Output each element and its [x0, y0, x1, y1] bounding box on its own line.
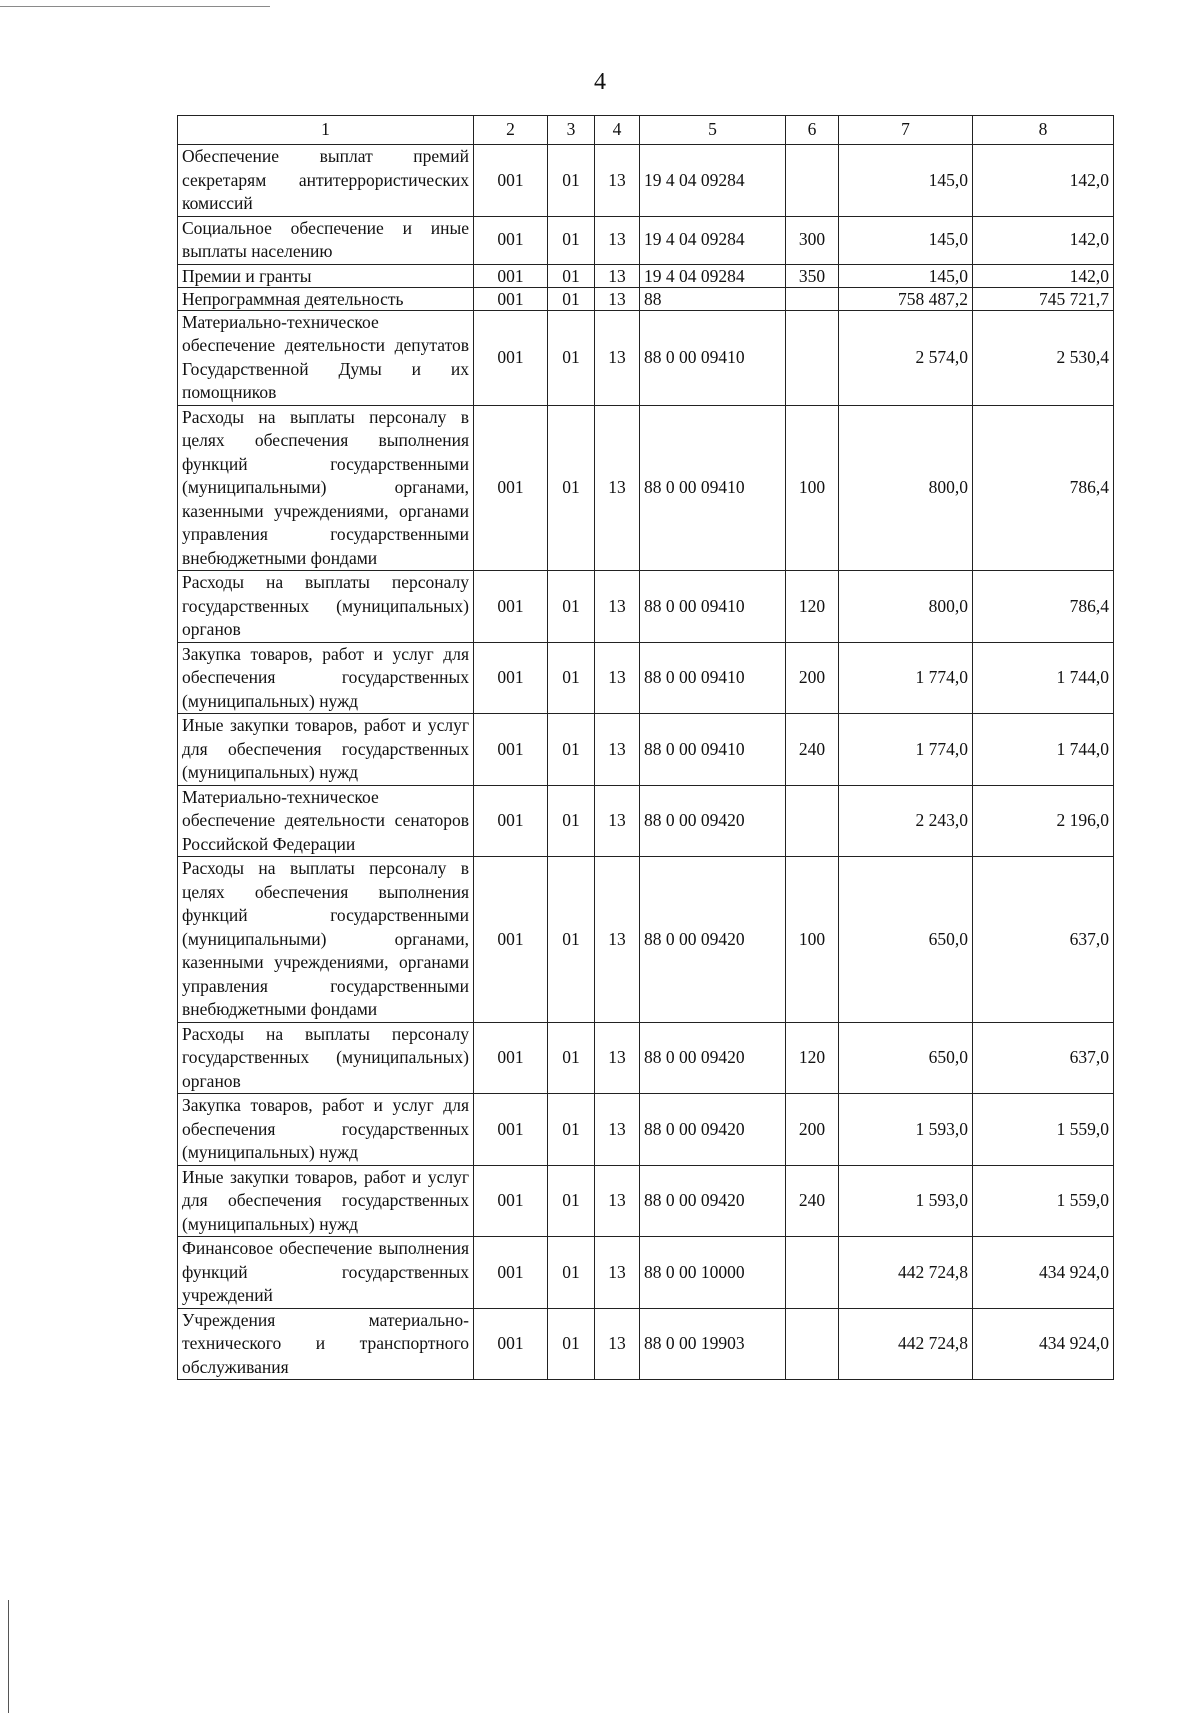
code-subsection: 13	[595, 216, 640, 264]
code-subsection: 13	[595, 310, 640, 405]
amount-col8: 1 559,0	[973, 1094, 1114, 1166]
code-expense-type	[786, 785, 839, 857]
code-ministry: 001	[474, 1022, 548, 1094]
code-ministry: 001	[474, 785, 548, 857]
table-row	[178, 714, 1114, 786]
amount-col7: 650,0	[839, 1022, 973, 1094]
code-expense-type: 100	[786, 405, 839, 571]
code-subsection: 13	[595, 1237, 640, 1309]
code-ministry: 001	[474, 642, 548, 714]
item-name: Расходы на выплаты персоналу государственных (муниципальных) органов	[178, 1022, 474, 1094]
page-number: 4	[594, 69, 606, 95]
code-section: 01	[548, 216, 595, 264]
code-section: 01	[548, 145, 595, 217]
code-ministry: 001	[474, 216, 548, 264]
code-ministry: 001	[474, 1165, 548, 1237]
code-expense-type	[786, 310, 839, 405]
code-ministry: 001	[474, 310, 548, 405]
column-header: 2	[474, 116, 548, 145]
code-expense-type: 350	[786, 264, 839, 287]
amount-col8: 786,4	[973, 571, 1114, 643]
code-target: 88 0 00 10000	[640, 1237, 786, 1309]
code-subsection: 13	[595, 287, 640, 310]
code-expense-type: 200	[786, 642, 839, 714]
code-target: 88 0 00 09410	[640, 714, 786, 786]
amount-col7: 442 724,8	[839, 1308, 973, 1380]
amount-col8: 2 196,0	[973, 785, 1114, 857]
amount-col8: 142,0	[973, 216, 1114, 264]
column-header: 6	[786, 116, 839, 145]
item-name: Материально-техническое обеспечение деятельности депутатов Государственной Думы и их помощников	[178, 310, 474, 405]
column-header: 4	[595, 116, 640, 145]
code-section: 01	[548, 264, 595, 287]
code-section: 01	[548, 1308, 595, 1380]
code-subsection: 13	[595, 642, 640, 714]
amount-col8: 786,4	[973, 405, 1114, 571]
code-target: 88 0 00 09420	[640, 857, 786, 1023]
amount-col8: 637,0	[973, 857, 1114, 1023]
code-subsection: 13	[595, 571, 640, 643]
code-target: 88 0 00 19903	[640, 1308, 786, 1380]
code-expense-type: 120	[786, 1022, 839, 1094]
item-name: Материально-техническое обеспечение деятельности сенаторов Российской Федерации	[178, 785, 474, 857]
code-target: 88 0 00 09420	[640, 1022, 786, 1094]
item-name: Иные закупки товаров, работ и услуг для обеспечения государственных (муниципальных) нужд	[178, 714, 474, 786]
code-ministry: 001	[474, 1237, 548, 1309]
table-row	[178, 1094, 1114, 1166]
column-header: 5	[640, 116, 786, 145]
item-name: Закупка товаров, работ и услуг для обеспечения государственных (муниципальных) нужд	[178, 1094, 474, 1166]
amount-col8: 434 924,0	[973, 1237, 1114, 1309]
table-row	[178, 1165, 1114, 1237]
code-section: 01	[548, 1094, 595, 1166]
code-expense-type: 300	[786, 216, 839, 264]
code-section: 01	[548, 714, 595, 786]
code-expense-type: 100	[786, 857, 839, 1023]
code-section: 01	[548, 287, 595, 310]
amount-col7: 145,0	[839, 264, 973, 287]
table-row	[178, 1237, 1114, 1309]
table-row	[178, 642, 1114, 714]
amount-col8: 637,0	[973, 1022, 1114, 1094]
code-target: 88 0 00 09410	[640, 642, 786, 714]
item-name: Непрограммная деятельность	[178, 287, 474, 310]
code-expense-type: 240	[786, 1165, 839, 1237]
code-section: 01	[548, 1165, 595, 1237]
code-section: 01	[548, 785, 595, 857]
code-subsection: 13	[595, 785, 640, 857]
column-header: 3	[548, 116, 595, 145]
amount-col7: 758 487,2	[839, 287, 973, 310]
code-target: 19 4 04 09284	[640, 216, 786, 264]
amount-col8: 745 721,7	[973, 287, 1114, 310]
table-row	[178, 857, 1114, 1023]
table-row	[178, 287, 1114, 310]
code-subsection: 13	[595, 1094, 640, 1166]
item-name: Расходы на выплаты персоналу в целях обеспечения выполнения функций государственными (муниципальными) органами, казенными учреждениями, органами управления государственными внебюджетными фондами	[178, 405, 474, 571]
amount-col7: 1 593,0	[839, 1094, 973, 1166]
item-name: Учреждения материально-технического и транспортного обслуживания	[178, 1308, 474, 1380]
code-ministry: 001	[474, 714, 548, 786]
code-section: 01	[548, 642, 595, 714]
amount-col7: 800,0	[839, 405, 973, 571]
code-expense-type	[786, 1237, 839, 1309]
code-subsection: 13	[595, 714, 640, 786]
code-subsection: 13	[595, 405, 640, 571]
table-row	[178, 145, 1114, 217]
amount-col7: 1 593,0	[839, 1165, 973, 1237]
code-subsection: 13	[595, 1022, 640, 1094]
amount-col8: 1 744,0	[973, 642, 1114, 714]
item-name: Финансовое обеспечение выполнения функций государственных учреждений	[178, 1237, 474, 1309]
scan-artifact-line	[0, 6, 270, 7]
code-target: 88 0 00 09420	[640, 785, 786, 857]
table-row	[178, 1022, 1114, 1094]
code-target: 19 4 04 09284	[640, 264, 786, 287]
column-header: 1	[178, 116, 474, 145]
code-target: 19 4 04 09284	[640, 145, 786, 217]
budget-table	[177, 115, 1114, 1380]
code-ministry: 001	[474, 287, 548, 310]
code-target: 88 0 00 09410	[640, 405, 786, 571]
code-target: 88 0 00 09420	[640, 1094, 786, 1166]
code-target: 88 0 00 09410	[640, 571, 786, 643]
code-ministry: 001	[474, 571, 548, 643]
code-expense-type: 120	[786, 571, 839, 643]
code-subsection: 13	[595, 1308, 640, 1380]
table-row	[178, 1308, 1114, 1380]
code-subsection: 13	[595, 1165, 640, 1237]
column-header: 7	[839, 116, 973, 145]
amount-col7: 442 724,8	[839, 1237, 973, 1309]
code-section: 01	[548, 857, 595, 1023]
item-name: Расходы на выплаты персоналу в целях обеспечения выполнения функций государственными (муниципальными) органами, казенными учреждениями, органами управления государственными внебюджетными фондами	[178, 857, 474, 1023]
code-section: 01	[548, 571, 595, 643]
code-ministry: 001	[474, 1308, 548, 1380]
amount-col7: 650,0	[839, 857, 973, 1023]
amount-col8: 142,0	[973, 264, 1114, 287]
item-name: Расходы на выплаты персоналу государственных (муниципальных) органов	[178, 571, 474, 643]
amount-col7: 145,0	[839, 216, 973, 264]
table-row	[178, 216, 1114, 264]
code-expense-type: 200	[786, 1094, 839, 1166]
code-expense-type: 240	[786, 714, 839, 786]
item-name: Обеспечение выплат премий секретарям антитеррористических комиссий	[178, 145, 474, 217]
amount-col8: 1 559,0	[973, 1165, 1114, 1237]
code-section: 01	[548, 1022, 595, 1094]
code-section: 01	[548, 405, 595, 571]
code-ministry: 001	[474, 857, 548, 1023]
table-row	[178, 405, 1114, 571]
amount-col7: 2 243,0	[839, 785, 973, 857]
amount-col7: 1 774,0	[839, 642, 973, 714]
amount-col7: 1 774,0	[839, 714, 973, 786]
code-expense-type	[786, 145, 839, 217]
table-row	[178, 310, 1114, 405]
code-subsection: 13	[595, 145, 640, 217]
amount-col7: 145,0	[839, 145, 973, 217]
table-row	[178, 264, 1114, 287]
code-expense-type	[786, 1308, 839, 1380]
scan-artifact-edge	[8, 1600, 9, 1713]
column-header: 8	[973, 116, 1114, 145]
code-section: 01	[548, 1237, 595, 1309]
amount-col7: 800,0	[839, 571, 973, 643]
amount-col8: 1 744,0	[973, 714, 1114, 786]
code-target: 88 0 00 09420	[640, 1165, 786, 1237]
code-target: 88	[640, 287, 786, 310]
code-expense-type	[786, 287, 839, 310]
code-subsection: 13	[595, 264, 640, 287]
table-row	[178, 571, 1114, 643]
table-row	[178, 785, 1114, 857]
item-name: Закупка товаров, работ и услуг для обеспечения государственных (муниципальных) нужд	[178, 642, 474, 714]
amount-col8: 2 530,4	[973, 310, 1114, 405]
code-target: 88 0 00 09410	[640, 310, 786, 405]
item-name: Социальное обеспечение и иные выплаты населению	[178, 216, 474, 264]
item-name: Премии и гранты	[178, 264, 474, 287]
item-name: Иные закупки товаров, работ и услуг для обеспечения государственных (муниципальных) нужд	[178, 1165, 474, 1237]
code-section: 01	[548, 310, 595, 405]
header-row	[178, 116, 1114, 145]
code-ministry: 001	[474, 145, 548, 217]
amount-col8: 434 924,0	[973, 1308, 1114, 1380]
code-ministry: 001	[474, 405, 548, 571]
code-subsection: 13	[595, 857, 640, 1023]
amount-col7: 2 574,0	[839, 310, 973, 405]
code-ministry: 001	[474, 1094, 548, 1166]
code-ministry: 001	[474, 264, 548, 287]
amount-col8: 142,0	[973, 145, 1114, 217]
